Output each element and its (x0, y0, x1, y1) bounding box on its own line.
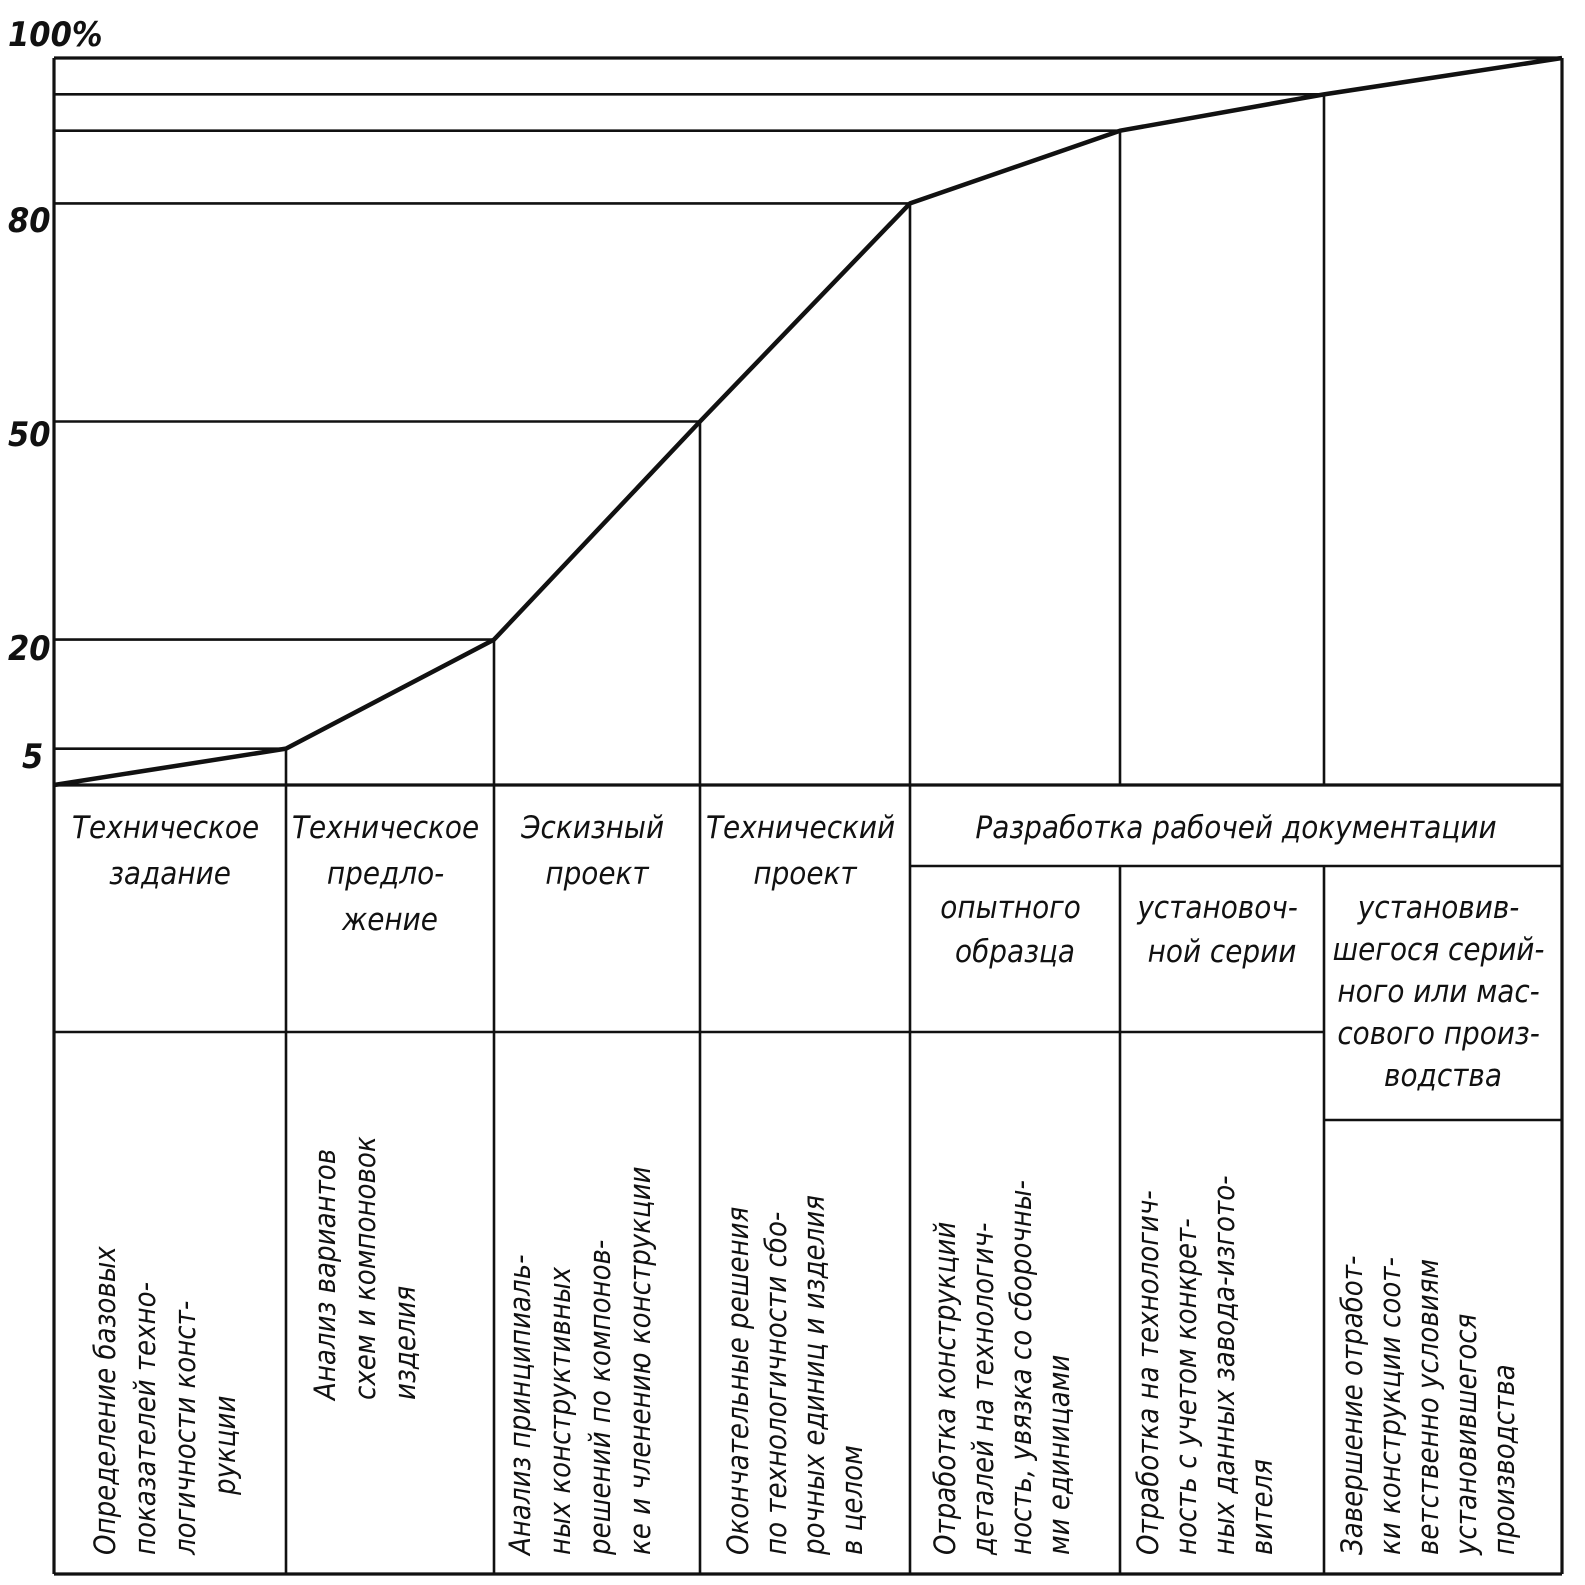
substage-description-prototype: Отработка конструкций деталей на технологич- ность, увязка со сборочны- ми единицами (928, 1180, 1076, 1555)
y-tick-label-80: 80 (8, 201, 51, 241)
y-tick-label-100: 100% (8, 15, 103, 55)
stage-dividers (286, 94, 1324, 785)
y-tick-label-20: 20 (8, 629, 51, 669)
substage-description-serial-production: Завершение отработ- ки конструкции соот- ветственно условиям установившегося производства (1335, 1255, 1521, 1555)
stage-description-technical-design: Окончательные решения по технологичности сбо- рочных единиц и изделия в целом (721, 1195, 869, 1555)
stage-title-technical-proposal: Техническое предло- жение (292, 810, 480, 938)
substage-description-pilot-series: Отработка на технологич- ность с учетом конкрет- ных данных завода-изгото- вителя (1131, 1175, 1279, 1555)
stage-title-draft-design: Эскизный проект (521, 810, 665, 892)
stage-titles (72, 810, 1553, 1094)
substage-title-serial-production: установив- шегося серий- ного или мас- сового произ- водства (1332, 890, 1545, 1094)
stage-title-technical-assignment: Техническое задание (72, 810, 260, 892)
y-tick-label-5: 5 (22, 737, 44, 777)
y-tick-label-50: 50 (8, 415, 51, 455)
stage-descriptions (88, 1128, 1521, 1557)
stage-description-technical-proposal: Анализ вариантов схем и компоновок изделия (308, 1136, 422, 1400)
stage-title-technical-design: Технический проект (706, 810, 896, 892)
substage-title-pilot-series: установоч- ной серии (1137, 890, 1298, 970)
stage-description-technical-assignment: Определение базовых показателей техно- логичности конст- рукции (88, 1246, 242, 1555)
level-lines (54, 94, 1324, 748)
substage-title-prototype: опытного образца (940, 890, 1081, 970)
stage-description-draft-design: Анализ принципиаль- ных конструктивных решений по компонов- ке и членению конструкции (503, 1166, 657, 1555)
working-docs-header: Разработка рабочей документации (975, 810, 1497, 846)
